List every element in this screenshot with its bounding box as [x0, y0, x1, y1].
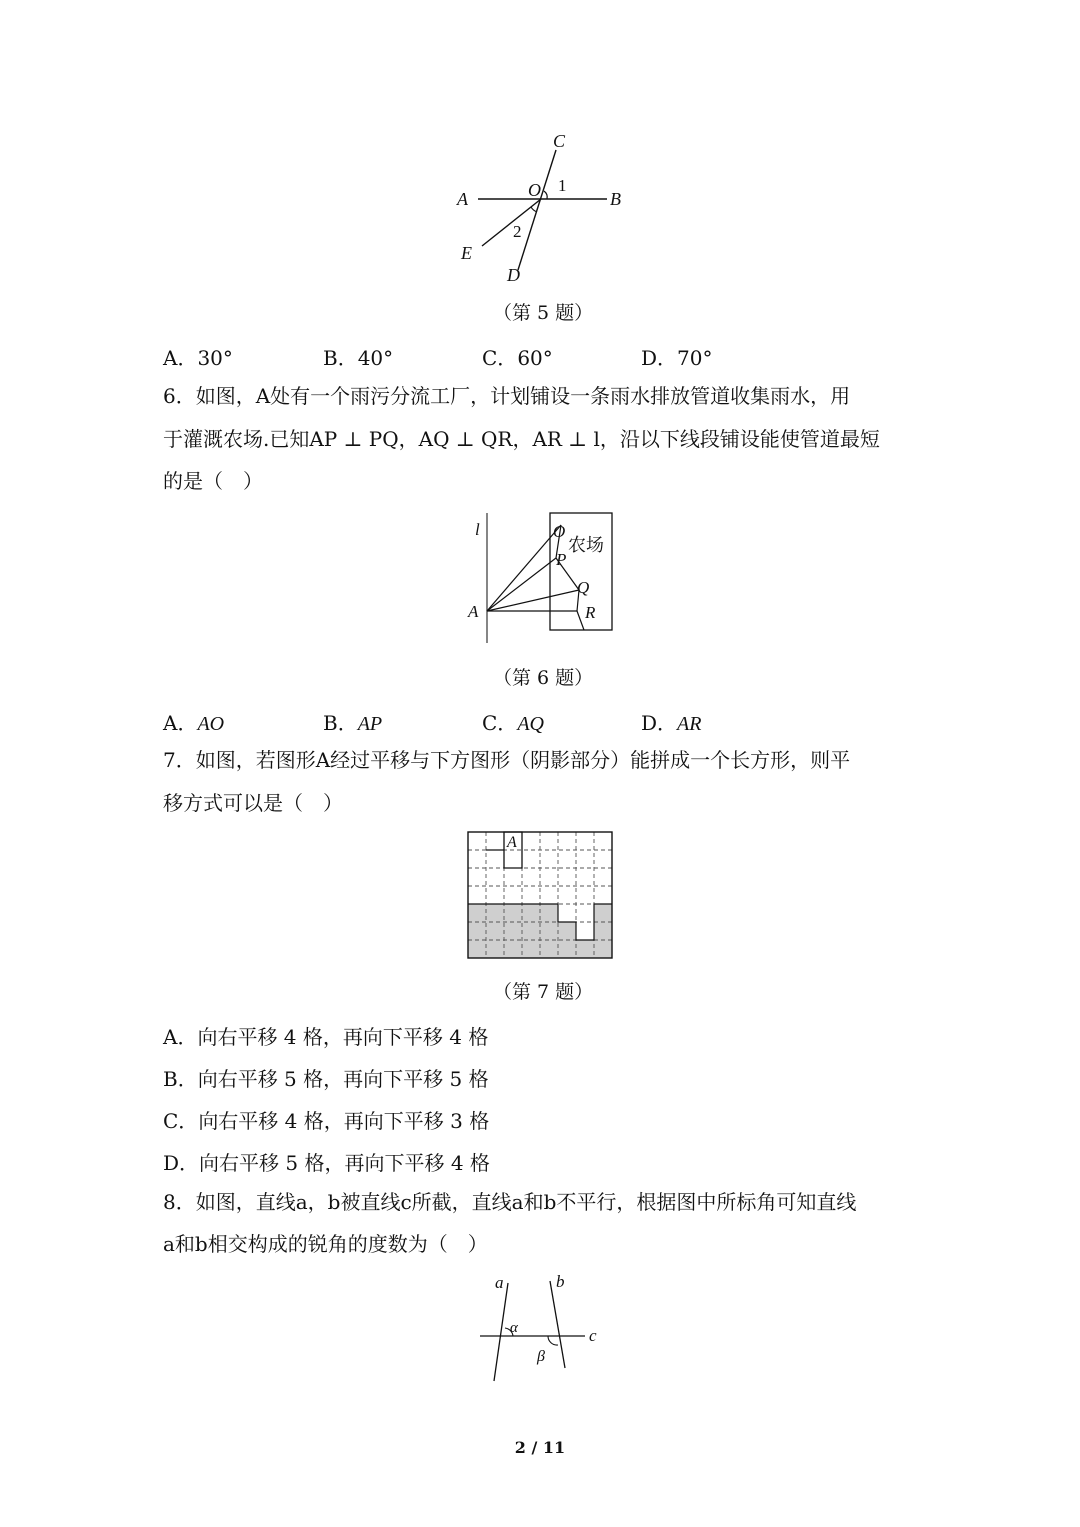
line-b — [550, 1281, 565, 1368]
label-C: C — [553, 131, 566, 151]
label-a: a — [495, 1273, 504, 1292]
label-P: P — [556, 550, 567, 569]
q6-caption: （第 6 题） — [493, 667, 594, 689]
angle-beta-arc — [548, 1336, 558, 1345]
q7-option-b: B．向右平移 5 格，再向下平移 5 格 — [163, 1067, 489, 1091]
q7-option-c: C．向右平移 4 格，再向下平移 3 格 — [163, 1109, 490, 1133]
q6-option-b: B．AP — [323, 711, 383, 735]
label-D: D — [507, 265, 520, 285]
q7-stem-line-2: 移方式可以是（ ） — [163, 791, 343, 815]
q7-option-d: D．向右平移 5 格，再向下平移 4 格 — [163, 1151, 490, 1175]
q6-stem-line-1: 6．如图，A处有一个雨污分流工厂，计划铺设一条雨水排放管道收集雨水，用 — [163, 384, 851, 408]
q6-figure — [460, 505, 620, 650]
q6-option-a: A．AO — [163, 711, 225, 735]
q5-option-b: B．40° — [323, 346, 394, 370]
label-l: l — [475, 520, 480, 539]
label-O: O — [553, 522, 566, 541]
q5-figure — [450, 125, 630, 290]
q6-stem-line-2: 于灌溉农场.已知AP ⊥ PQ，AQ ⊥ QR，AR ⊥ l，沿以下线段铺设能使管道最短 — [163, 427, 880, 451]
label-A: A — [468, 602, 479, 621]
q6-option-d: D．AR — [641, 711, 702, 735]
label-A: A — [457, 189, 468, 209]
angle-1-arc — [544, 191, 547, 199]
q8-stem-line-2: a和b相交构成的锐角的度数为（ ） — [163, 1232, 488, 1256]
q6-option-c: C．AQ — [482, 711, 544, 735]
label-farm: 农场 — [568, 535, 604, 556]
q6-stem-line-3: 的是（ ） — [163, 469, 263, 493]
label-b: b — [556, 1272, 565, 1291]
label-angle-1: 1 — [558, 176, 567, 195]
label-E: E — [461, 243, 472, 263]
label-alpha: α — [510, 1320, 518, 1336]
label-R: R — [585, 603, 596, 622]
q5-option-c: C．60° — [482, 346, 553, 370]
label-beta: β — [537, 1348, 545, 1365]
label-A: A — [507, 834, 517, 851]
q5-option-a: A．30° — [163, 346, 233, 370]
label-O: O — [528, 180, 541, 200]
q7-figure — [468, 832, 612, 958]
label-B: B — [610, 189, 621, 209]
q5-option-d: D．70° — [641, 346, 713, 370]
label-angle-2: 2 — [513, 222, 522, 241]
q7-option-a: A．向右平移 4 格，再向下平移 4 格 — [163, 1025, 489, 1049]
q8-figure — [475, 1268, 605, 1388]
angle-2-arc — [531, 207, 537, 212]
line-a — [494, 1283, 508, 1381]
q5-caption: （第 5 题） — [493, 302, 594, 324]
seg-R-corner — [577, 611, 584, 630]
label-c: c — [589, 1326, 597, 1345]
label-Q: Q — [577, 578, 590, 597]
q8-stem-line-1: 8．如图，直线a，b被直线c所截，直线a和b不平行，根据图中所标角可知直线 — [163, 1190, 857, 1214]
page-number: 2 / 11 — [514, 1438, 566, 1457]
line-CD — [518, 150, 556, 270]
q7-caption: （第 7 题） — [493, 981, 594, 1003]
q7-stem-line-1: 7．如图，若图形A经过平移与下方图形（阴影部分）能拼成一个长方形，则平 — [163, 748, 851, 772]
ray-OE — [482, 199, 541, 246]
